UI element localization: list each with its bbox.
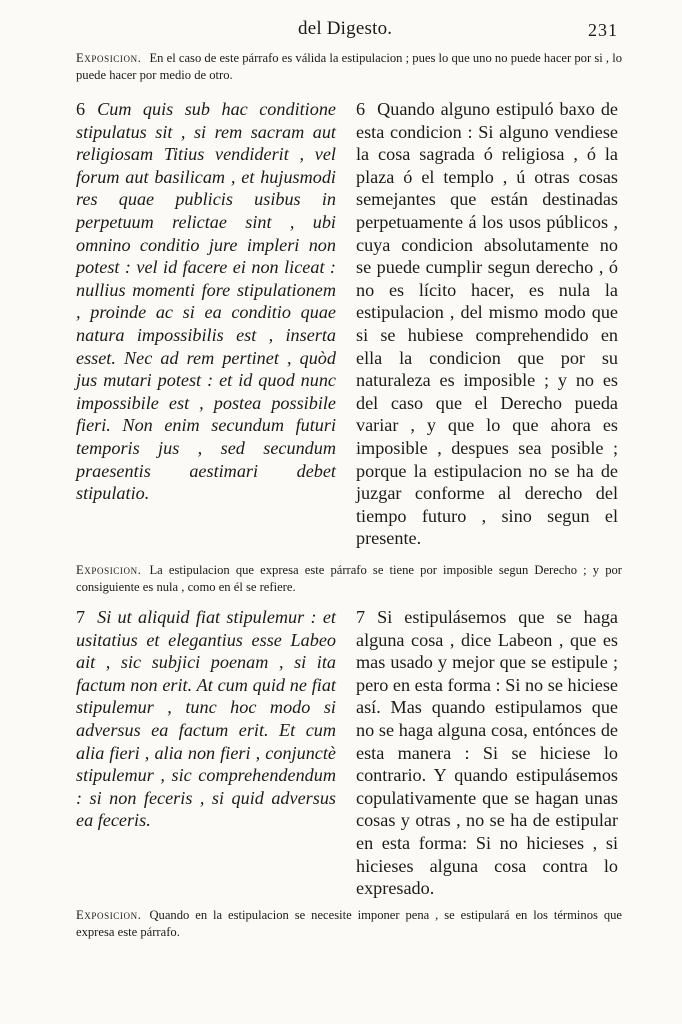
exposition-note (76, 907, 622, 941)
paragraph-number: 6 (76, 99, 86, 119)
exposition-text: En el caso de este párrafo es válida la estipulacion ; pues lo que uno no puede hacer por si , lo puede hacer por medio de otro. (76, 51, 622, 82)
spanish-text: Quando alguno estipuló baxo de esta condicion : Si alguno vendiese la cosa sagrada ó religiosa , ó la plaza ó el templo , ú otras cosas semejantes que están destinadas perpetuamente á los usos públicos , cuya condicion absolutamente no se puede cumplir segun derecho , ó no es lícito hacer, es nula la estipulacion , del mismo modo que si se hubiese comprehendido en ella la condicion que por su naturaleza es imposible ; y no es del caso que el Derecho pueda variar , y que lo que ahora es imposible , despues sea posible ; porque la estipulacion no se ha de juzgar conforme al derecho del tiempo futuro , sino segun el presente. (356, 99, 618, 549)
running-title: del Digesto. (298, 18, 393, 39)
exposition-text: Quando en la estipulacion se necesite imponer pena , se estipulará en los términos que expresa este párrafo. (76, 908, 622, 939)
latin-text: Cum quis sub hac conditione stipulatus sit , si rem sacram aut religiosam Titius vendiderit , vel forum aut basilicam , et hujusmodi res quae publicis usibus in perpetuum relictae sint , ubi omnino conditio jure impleri non potest : vel id facere ei non liceat : nullius momenti fore stipulationem , proinde ac si ea conditio quae natura impossibilis est , inserta esset. Nec ad rem pertinet , quòd jus mutari potest : et id quod nunc impossibile est , postea possibile fieri. Non enim secundum futuri temporis jus , sed secundum praesentis aestimari debet stipulatio. (76, 99, 336, 504)
paragraph-number: 6 (356, 99, 366, 119)
spanish-paragraph (356, 98, 618, 550)
exposition-note (76, 562, 622, 596)
spanish-text: Si estipulásemos que se haga alguna cosa , dice Labeon , que es mas usado y mejor que se estipule ; pero en esta forma : Si no se hiciese así. Mas quando estipulamos que no se haga alguna cosa, entónces de esta manera : Si se hiciese lo contrario. Y quando estipulásemos copulativamente que se hagan unas cosas y otras , no se ha de estipular en esta forma: Si no hicieses , si hicieses alguna cosa contra lo expresado. (356, 607, 618, 899)
exposition-label: Exposicion. (76, 908, 142, 922)
exposition-label: Exposicion. (76, 563, 142, 577)
exposition-text: La estipulacion que expresa este párrafo se tiene por imposible segun Derecho ; y por consiguiente es nula , como en él se refiere. (76, 563, 622, 594)
page-number: 231 (588, 20, 618, 40)
exposition-note (76, 50, 622, 84)
latin-text: Si ut aliquid fiat stipulemur : et usitatius et elegantius esse Labeo ait , sic subjici poenam , si ita factum non erit. At cum quid ne fiat stipulemur , tunc hoc modo si adversus ea factum erit. Et cum alia fieri , alia non fieri , conjunctè stipulemur , sic comprehendendum : si non feceris , si quid adversus ea feceris. (76, 607, 336, 831)
latin-paragraph (76, 98, 336, 505)
latin-paragraph (76, 606, 336, 832)
spanish-paragraph (356, 606, 618, 900)
paragraph-number: 7 (76, 607, 86, 627)
paragraph-number: 7 (356, 607, 366, 627)
exposition-label: Exposicion. (76, 51, 142, 65)
